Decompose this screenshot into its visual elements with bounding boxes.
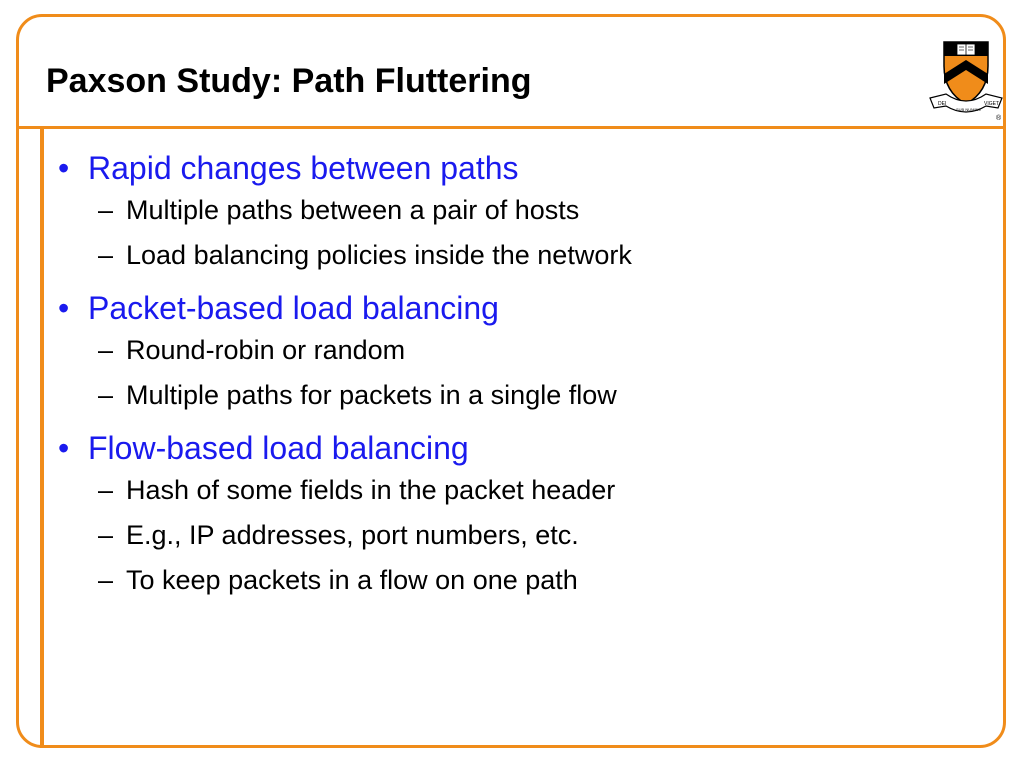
sub-bullet-item: – E.g., IP addresses, port numbers, etc. [58, 513, 978, 558]
dash-icon: – [98, 335, 114, 365]
sub-bullet-item: – Hash of some fields in the packet header [58, 468, 978, 513]
slide-title: Paxson Study: Path Fluttering [46, 62, 532, 100]
slide-content [58, 148, 978, 613]
side-divider [40, 126, 44, 748]
sub-bullet-item: – Multiple paths for packets in a single flow [58, 373, 978, 418]
svg-text:®: ® [996, 115, 1002, 122]
dash-icon: – [98, 195, 114, 225]
dash-icon: – [98, 380, 114, 410]
bullet-group [58, 428, 978, 603]
bullet-dot-icon: • [58, 290, 70, 326]
bullet-item: • Flow-based load balancing [58, 430, 469, 466]
bullet-group [58, 288, 978, 418]
svg-text:DEI: DEI [938, 101, 947, 107]
sub-bullet-item: – Round-robin or random [58, 328, 978, 373]
sub-bullet-item: – Multiple paths between a pair of hosts [58, 188, 978, 233]
svg-text:SUB NUMINE: SUB NUMINE [956, 107, 982, 112]
dash-icon: – [98, 565, 114, 595]
bullet-group [58, 148, 978, 278]
bullet-item: • Rapid changes between paths [58, 150, 519, 186]
bullet-dot-icon: • [58, 430, 70, 466]
title-divider [16, 126, 1006, 129]
dash-icon: – [98, 475, 114, 505]
bullet-dot-icon: • [58, 150, 70, 186]
dash-icon: – [98, 240, 114, 270]
sub-bullet-item: – Load balancing policies inside the network [58, 233, 978, 278]
bullet-item: • Packet-based load balancing [58, 290, 499, 326]
princeton-shield-icon [926, 36, 1006, 122]
dash-icon: – [98, 520, 114, 550]
svg-text:VIGET: VIGET [984, 101, 1000, 107]
sub-bullet-item: – To keep packets in a flow on one path [58, 558, 978, 603]
